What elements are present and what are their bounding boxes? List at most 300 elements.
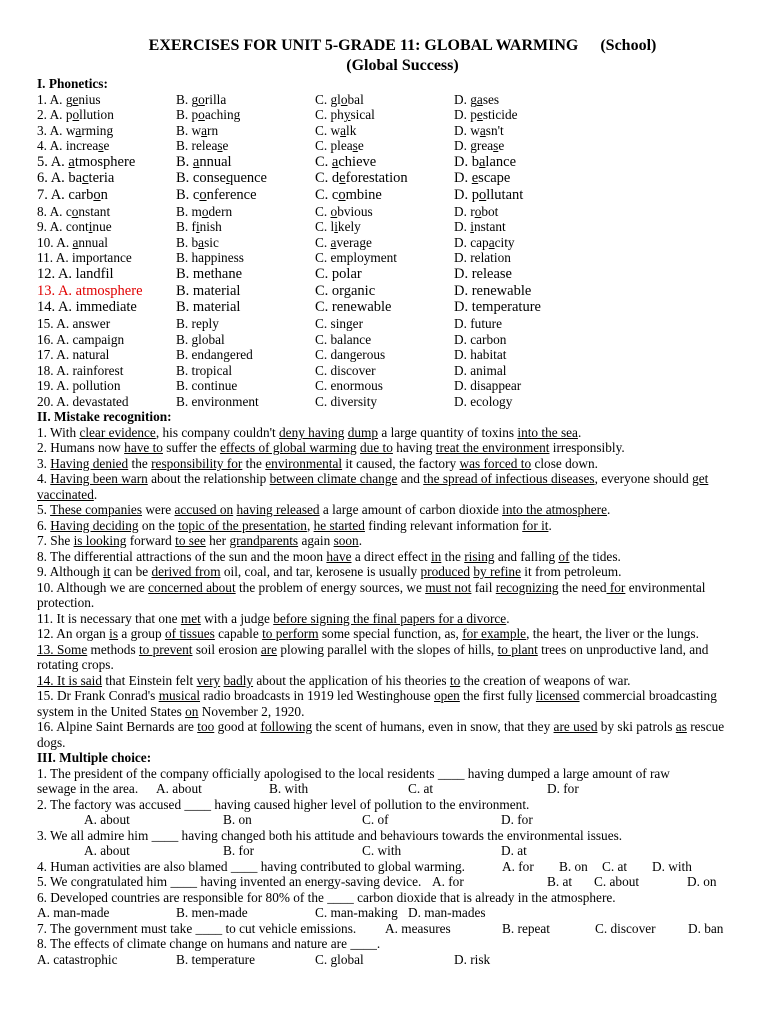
phonetics-row [37,332,768,348]
underlined-phrase: it [103,564,111,580]
option-text: chieve [338,153,377,170]
option-text: C. l [315,219,335,235]
underlined-phrase: get vaccinated [37,471,709,502]
question-text: 3. We all admire him ____ having changed both his attitude and behaviours towards the environmental issues. [37,827,623,843]
mc-options [37,905,768,921]
underlined-phrase: following [260,719,313,735]
option: C. man-making [315,905,398,921]
phonetics-option [176,138,315,154]
option: D. man-mades [408,905,486,921]
phonetics-option [37,394,176,410]
option-text: B. w [176,122,202,138]
option: A. measures [385,920,451,936]
underlined-phrase: is [109,626,119,642]
option: B. with [269,781,309,797]
sentence-text: a direct effect [351,548,431,564]
sentence-text: by ski patrols [597,719,676,735]
option-text: 3. A. w [37,122,76,138]
phonetics-option [37,283,176,300]
option-text: lance [485,153,517,170]
option-text: nius [78,91,101,107]
sentence-text: . [358,533,363,549]
phonetics-row [37,316,768,332]
option: D. for [547,781,579,797]
option-text: D. carbon [454,331,507,347]
phonetics-option [176,154,315,171]
phonetics-option [176,92,315,108]
phonetics-row [37,283,768,300]
underlined-phrase: open [433,688,460,704]
phonetics-option [176,299,315,316]
option: A. about [156,781,202,797]
option-text: C. renewable [315,299,392,316]
phonetics-option [454,219,594,235]
phonetics-row [37,170,768,187]
option-text: 9. A. cont [37,219,89,235]
underlined-letter: s [493,138,499,153]
option-text: n [100,187,108,204]
underlined-phrase: too [197,719,215,735]
question-text: 2. The factory was accused ____ having caused higher level of pollution to the environment. [37,796,530,812]
phonetics-option [315,170,454,187]
option-text: D. w [454,122,480,138]
option-text: B. global [176,331,225,347]
option-text: C. organic [315,282,376,299]
mc-question [37,766,768,782]
option-text: e [222,138,229,153]
underlined-letter: a [72,234,79,250]
mistake-item [37,611,733,627]
question-text: 8. The effects of climate change on humans and nature are ____. [37,936,381,952]
phonetics-option [315,332,454,348]
option-text: C. polar [315,265,362,282]
option-text: B. material [176,282,241,299]
underlined-phrase: as [675,719,687,735]
underlined-letter: o [199,187,207,204]
underlined-letter: e [471,170,479,187]
sentence-text: it caused, the factory [342,455,460,471]
question-text: 7. The government must take ____ to cut vehicle emissions. [37,920,357,936]
phonetics-row [37,363,768,379]
option-text: B. conse [176,170,226,187]
option-text: D. disappear [454,378,522,394]
sentence-text: the first fully [459,688,536,704]
phonetics-option [176,316,315,332]
phonetics-option [315,266,454,283]
mistake-item [37,533,733,549]
option: A. about [84,812,130,828]
underlined-phrase: must not [425,579,472,595]
underlined-phrase: Having been warn [50,471,148,487]
sentence-text: the scent of humans, even in snow, that they [312,719,554,735]
phonetics-option [315,204,454,220]
sentence-text: a group [118,626,165,642]
option-text: B. tropical [176,362,233,378]
sentence-text: 9. Although [37,564,104,580]
sentence-text: a large amount of carbon dioxide [319,502,503,518]
option-text: ses [482,91,500,107]
phonetics-option [454,394,594,410]
underlined-letter: a [68,153,75,170]
underlined-letter: a [476,91,483,107]
underlined-phrase: by refine [473,564,521,580]
option-text: forestation [345,170,408,187]
sentence-text: and falling [494,548,559,564]
option-text: kely [337,219,361,235]
option-text: D. r [454,203,475,219]
option-text: bal [347,91,364,107]
sentence-text: close down. [531,455,598,471]
underlined-phrase: are used [553,719,598,735]
underlined-letter: o [198,91,205,107]
mistake-item [37,580,733,611]
phonetics-row [37,378,768,394]
sentence-text: 7. She [37,533,74,549]
option-text: nference [206,187,257,204]
phonetics-option [454,123,594,139]
option-text: D. b [454,153,479,170]
sentence-text: , [306,517,314,533]
underlined-phrase: responsibility for [151,455,243,471]
option-text: bvious [337,203,373,219]
sentence-text: 16. Alpine Saint Bernards are [37,719,198,735]
option-text: nstant [473,219,506,235]
option-text: D. g [454,91,477,107]
option-text: 2. A. p [37,107,73,122]
option-text: B. endangered [176,347,253,363]
phonetics-option [37,363,176,379]
phonetics-option [315,378,454,394]
option-text: D. cap [454,234,489,250]
option: B. temperature [176,951,256,967]
option-text: uence [233,170,267,187]
option-text: B. happiness [176,250,244,266]
option-text: 13. A. atmosphere [37,282,143,299]
phonetics-option [315,138,454,154]
underlined-phrase: of tissues [164,626,215,642]
sentence-text: 12. An organ [37,626,110,642]
phonetics-option [454,283,594,300]
option-text: e [103,138,110,153]
option-text: sic [204,234,219,250]
section-heading-multiple-choice: III. Multiple choice: [37,750,152,766]
sentence-text: about the relationship [147,471,270,487]
phonetics-row [37,154,768,171]
underlined-phrase: accused on [174,502,234,518]
underlined-letter: a [488,234,495,250]
phonetics-option [176,219,315,235]
sentence-text: about the application of his theories [253,672,450,688]
mistake-item [37,456,733,472]
option-text: 6. A. ba [37,170,83,187]
underlined-letter: a [340,122,347,138]
phonetics-option [454,235,594,251]
phonetics-option [176,250,315,266]
sentence-text: the need [558,579,607,595]
phonetics-option [315,363,454,379]
section-heading-phonetics: I. Phonetics: [37,76,108,91]
option-text: nnual [78,234,108,250]
underlined-letter: e [72,91,79,107]
option-text: B. b [176,234,199,250]
option-text: 20. A. devastated [37,393,129,409]
option: C. of [362,812,389,828]
option-text: C. [315,153,332,170]
underlined-letter: e [339,170,346,187]
underlined-phrase: dump [347,424,379,440]
underlined-phrase: met [180,610,201,626]
option-text: B. environment [176,393,259,409]
sentence-text: the [441,548,465,564]
option-text: city [494,234,515,250]
option-text: D. relation [454,250,511,266]
phonetics-option [37,107,176,123]
sentence-text: methods [87,641,139,657]
option: A. for [432,874,464,890]
option: D. with [652,858,692,874]
phonetics-option [37,347,176,363]
option-text: 7. A. carb [37,187,94,204]
sentence-text: finding relevant information [364,517,523,533]
phonetics-option [37,170,176,187]
option-text: teria [88,170,115,187]
option-text: nue [92,219,112,235]
underlined-letter: i [195,219,200,235]
sentence-text: good at [214,719,261,735]
question-text: 1. The president of the company officially apologised to the local residents ____ having dumped a large amount of raw [37,765,670,781]
underlined-letter: o [72,107,80,122]
underlined-phrase: are [260,641,278,657]
sentence-text: plowing parallel with the slopes of hills, [277,641,498,657]
sentence-text: . [607,502,611,518]
option-text: sical [350,107,375,122]
option-text: scape [478,170,511,187]
option: B. on [223,812,252,828]
underlined-letter: o [340,91,348,107]
phonetics-option [176,107,315,123]
phonetics-option [454,138,594,154]
option-text: 4. A. increa [37,138,99,153]
underlined-phrase: recognizing [495,579,559,595]
underlined-letter: i [470,219,474,235]
underlined-phrase: environmental [265,455,343,471]
phonetics-option [315,219,454,235]
underlined-letter: a [331,153,339,170]
phonetics-option [37,316,176,332]
sentence-text: some special function, as, [318,626,463,642]
phonetics-option [454,154,594,171]
underlined-phrase: These companies [50,502,142,518]
worksheet-title [37,0,768,56]
underlined-phrase: into the sea [517,424,578,440]
mistake-item [37,642,733,673]
underlined-phrase: for it [522,517,549,533]
option-text: 14. A. immediate [37,299,137,316]
option-text: D. p [454,187,479,204]
option-text: B. f [176,219,196,235]
underlined-phrase: to [449,672,461,688]
underlined-phrase: 14. It is said [37,672,103,688]
option-text: rming [81,122,114,138]
sentence-text: environmental protection. [37,579,706,611]
sentence-text: with a judge [200,610,274,626]
option-text: D. release [454,265,512,282]
underlined-phrase: the spread of infectious diseases [423,471,595,487]
option-text: C. balance [315,331,372,347]
option-text: dern [208,203,233,219]
multiple-choice-list [37,766,768,968]
underlined-phrase: he started [313,517,365,533]
sentence-text: 5. [37,502,51,518]
sentence-text: the [242,455,266,471]
phonetics-option [454,266,594,283]
mc-question [37,781,768,797]
phonetics-row [37,235,768,251]
sentence-text: 11. It is necessary that one [37,610,181,626]
mistake-item [37,688,733,719]
phonetics-row [37,266,768,283]
mc-question [37,828,768,844]
worksheet-subtitle: (Global Success) [346,57,459,74]
section-heading-mistake: II. Mistake recognition: [37,409,172,425]
underlined-phrase: of [558,548,570,564]
option-text: rn [207,122,219,138]
sentence-text: . [548,517,552,533]
phonetics-list [37,92,768,410]
option-text: sticide [482,107,518,122]
sentence-text: a large quantity of toxins [378,424,518,440]
option-text: 8. A. c [37,203,72,219]
sentence-text: 3. [37,455,51,471]
underlined-phrase: in [430,548,442,564]
mc-question [37,874,768,890]
underlined-letter: a [192,153,200,170]
underlined-phrase: to see [175,533,206,549]
option-text: 19. A. pollution [37,378,121,394]
school-label: (School) [600,37,657,54]
phonetics-option [315,250,454,266]
underlined-letter: o [71,203,79,219]
question-text: 6. Developed countries are responsible for 80% of the ____ carbon dioxide that is already in the atmosphere. [37,889,616,905]
phonetics-option [315,154,454,171]
underlined-phrase: 13. Some [37,641,88,657]
underlined-phrase: was forced to [459,455,532,471]
sentence-text: her [205,533,230,549]
underlined-letter: o [198,107,205,122]
option-text: D. animal [454,362,507,378]
option-text: 16. A. campaign [37,331,125,347]
underlined-phrase: very [196,672,221,688]
phonetics-option [315,92,454,108]
mc-options [37,812,768,828]
mc-question [37,921,768,937]
underlined-letter: o [338,187,346,204]
phonetics-option [176,187,315,204]
option-text: C. enormous [315,378,383,394]
phonetics-row [37,299,768,316]
phonetics-option [315,235,454,251]
option: B. at [547,874,573,890]
sentence-text: rescue dogs. [37,719,725,750]
option-text: D. grea [454,138,494,153]
option-text: B. methane [176,265,243,282]
sentence-text: can be [110,564,152,580]
underlined-phrase: soon [333,533,359,549]
underlined-phrase: produced [420,564,471,580]
option: D. ban [688,920,724,936]
option-text: nnual [199,153,232,170]
option-text: 17. A. natural [37,347,110,363]
phonetics-row [37,250,768,266]
option-text: C. c [315,187,339,204]
option-text: C. [315,203,331,219]
phonetics-option [454,107,594,123]
underlined-phrase: having released [236,502,320,518]
mc-question [37,936,768,952]
phonetics-row [37,123,768,139]
sentence-text: commercial broadcasting system in the United States [37,688,717,719]
phonetics-option [37,204,176,220]
option-text: tmosphere [74,153,136,170]
underlined-letter: o [478,187,487,204]
phonetics-option [454,347,594,363]
phonetics-option [454,250,594,266]
phonetics-option [454,92,594,108]
option-text: B. p [176,107,199,122]
option-text: llutant [486,187,524,204]
sentence-text: the tides. [569,548,621,564]
option-text: 5. A. [37,153,69,170]
option-text: C. dangerous [315,347,386,363]
sentence-text: on the [138,517,179,533]
sentence-text: oil, coal, and tar, kerosene is usually [220,564,421,580]
underlined-phrase: deny having [279,424,345,440]
option-text: B. m [176,203,202,219]
option-text: C. employment [315,250,397,266]
phonetics-option [454,204,594,220]
option-text: bot [481,203,499,219]
option-text: C. w [315,122,341,138]
option-text: C. discover [315,362,376,378]
underlined-letter: a [479,122,486,138]
option-text: D. [454,219,471,235]
option: D. risk [454,951,491,967]
option-text: D. [454,170,472,187]
phonetics-row [37,347,768,363]
sentence-text: 4. [37,471,51,487]
option-text: D. future [454,316,502,332]
underlined-phrase: on [185,703,199,719]
phonetics-option [37,266,176,283]
phonetics-option [315,107,454,123]
phonetics-option [454,316,594,332]
phonetics-row [37,107,768,123]
sentence-text: 8. The differential attractions of the sun and the moon [37,548,327,564]
sentence-text: capable [214,626,263,642]
sentence-text: again [298,533,334,549]
option-text: nstant [78,203,111,219]
underlined-letter: i [88,219,93,235]
phonetics-option [37,332,176,348]
option-text: D. habitat [454,347,507,363]
phonetics-option [315,299,454,316]
option-text: lk [346,122,357,138]
mistake-list [37,425,768,751]
underlined-phrase: is looking [73,533,127,549]
phonetics-option [176,394,315,410]
title-text: EXERCISES FOR UNIT 5-GRADE 11: GLOBAL WARMING [148,37,579,54]
phonetics-option [315,187,454,204]
